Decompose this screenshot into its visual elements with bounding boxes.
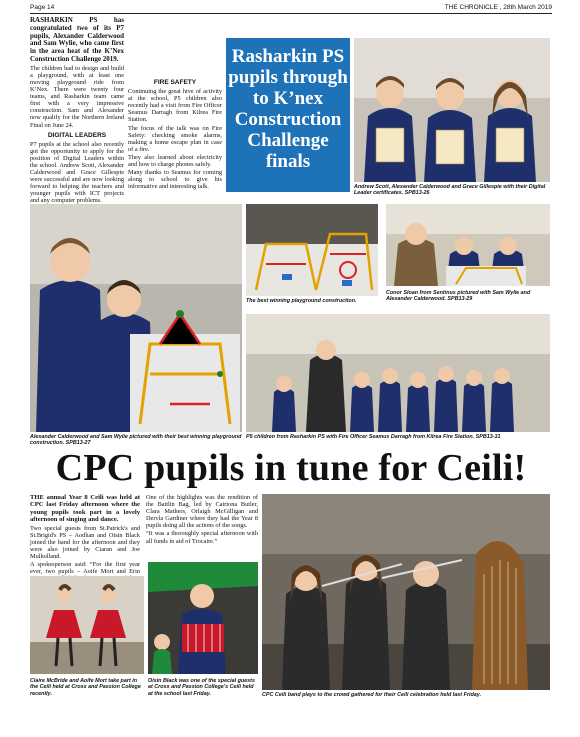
story1-para-5: They also learned about electricity and how to charge phones safely. (128, 153, 222, 169)
paper-dateline: THE CHRONICLE , 28th March 2019 (444, 4, 552, 11)
page-number: Page 14 (30, 4, 55, 11)
story1-para-6: Many thanks to Seamus for coming along to school to give his informative and interesting talk. (128, 169, 222, 191)
story1-para-4: The focus of the talk was on Fire Safety: checking smoke alarms, making a home escape plan in case of a fire. (128, 124, 222, 153)
caption-digital-leaders: Andrew Scott, Alexander Calderwood and Grace Gillespie with their Digital Leader certificates. SPB13-26 (354, 184, 546, 197)
story1-column-2 (128, 17, 222, 200)
photo-conor-sloan (386, 204, 550, 286)
story2-headline: CPC pupils in tune for Ceili! (55, 447, 527, 489)
story2-lead: THE annual Year 8 Ceili was held at CPC last Friday afternoon where the young pupils took part in a lovely afternoon of singing and dance. (30, 494, 140, 524)
photo-playground-construction (246, 204, 378, 296)
story1-para-2: P7 pupils at the school also recently got the opportunity to apply for the position of Digital Leaders within the school. Andrew Scott, Alexander Calderwood and Grace Gillespie were successful and are now looking forward to helping the teachers and younger pupils with ICT projects and any computer problems. (30, 140, 124, 205)
caption-ceili-band: CPC Ceili band plays to the crowd gathered for their Ceili celebration held last Friday. (262, 692, 482, 698)
photo-oisin-black (148, 562, 258, 674)
header-rule (30, 13, 552, 14)
story2-para-3: One of the highlights was the rendition of the Battlin Bag, led by Catriona Butler, Clara Mathers, Orlaigh McGilligan and Dervla Gardiner where they had the Year 8 pupils doing all the actions of the songs. (146, 494, 258, 530)
story2-para-1: Two special guests from St.Patrick's and St.Brigid's PS – Aodhan and Oisin Black joined the band for the afternoon and they were also joined by Ciaran and Joe Mulholland. (30, 524, 140, 560)
photo-boys-construction (30, 204, 242, 432)
caption-playground: The best winning playground construction. (246, 298, 357, 304)
caption-oisin-black: Oisin Black was one of the special guests at Cross and Passion College's Ceili held at the school last Friday. (148, 678, 255, 697)
story1-para-3: Continuing the great hive of activity at the school, P5 children also recently had a visit from Fire Officer Seamus Darragh from Kilrea Fire Station. (128, 88, 222, 124)
caption-boys-construction: Alexander Calderwood and Sam Wylie pictured with their best winning playground construction. SPB13-27 (30, 434, 242, 447)
caption-conor-sloan: Conor Sloan from Sentinus pictured with Sam Wylie and Alexander Calderwood. SPB13-29 (386, 290, 531, 303)
story1-lead: RASHARKIN PS has congratulated two of its P7 pupils, Alexander Calderwood and Sam Wylie, who came first in the area heat of the K’Nex Construction Challenge 2019. (30, 16, 124, 63)
story1-para-1: The children had to design and build a playground, with at least one moving playground ride from K’Nex. There were twenty four teams, and Rasharkin team came first with a very impressive construction. Sam and Alexander now qualify for the Northern Ireland Final on June 24. (30, 64, 124, 129)
photo-dancers (30, 576, 144, 674)
story1-column-1 (30, 16, 124, 205)
story1-headline: Rasharkin PS pupils through to K’nex Construction Challenge finals (228, 46, 348, 172)
story1-headline-box (226, 38, 350, 192)
story2-column-2 (146, 494, 258, 560)
caption-fire-officer: P5 children from Rasharkin PS with Fire Officer Seamus Darragh from Kilrea Fire Station. SPB13-31 (246, 434, 501, 440)
story1-subhead-digital: DIGITAL LEADERS (47, 131, 107, 139)
photo-digital-leaders (354, 38, 550, 182)
story1-subhead-fire: FIRE SAFETY (153, 79, 197, 86)
story2-column-1 (30, 494, 140, 574)
photo-ceili-band (262, 494, 550, 690)
story2-para-4: “It was a thoroughly special afternoon with all funds in aid of Trocaire.” (146, 530, 258, 545)
story2-para-2: A spokesperson said: “For the first year ever, two pupils – Aoife Mort and Erin (30, 561, 140, 576)
photo-fire-officer (246, 314, 550, 432)
caption-dancers: Claire McBride and Aoife Mort take part in the Ceili held at Cross and Passion College recently. (30, 678, 141, 697)
